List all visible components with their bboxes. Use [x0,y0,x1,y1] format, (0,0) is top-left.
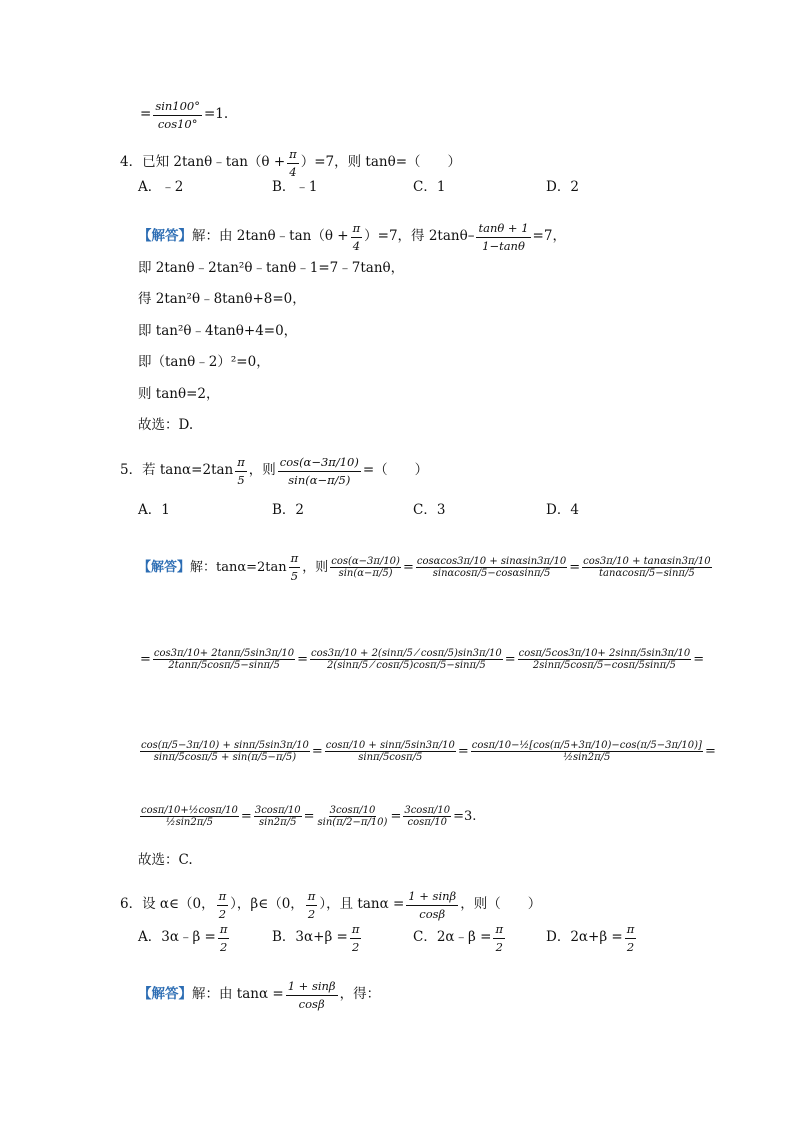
fraction: cos(π/5−3π/10) + sinπ/5sin3π/10 sinπ/5cosπ/5 + sin(π/5−π/5) [141,740,309,763]
answer-5-row4: cosπ/10+½cosπ/10 ½sin2π/5 = 3cosπ/10 sin2π/5 = 3cosπ/10 sin(π/2−π/10) = $\frac{3\cos\pi/10}{\cos\pi/10}$ =3. [141,805,477,828]
option-d[interactable]: D．2 [546,179,579,196]
result-line: = $\frac{\sin 100^\circ}{\cos 10^\circ}$ =1. [140,99,229,131]
answer-5-row2: = cos3π/10+ 2tanπ/5sin3π/10 2tanπ/5cosπ/5−sinπ/5 = cos3π/10 + 2(sinπ/5 ⁄ cosπ/5)sin3π/10 2(sinπ/5 ⁄ cosπ/5)cosπ/5−sinπ/5 = cosπ/5cos3π/10+ 2sinπ/5sin3π/10 2sinπ/5cosπ/5−cosπ/5sinπ/5 = [140,648,705,671]
fraction: cosπ/10 + sinπ/5sin3π/10 sinπ/5cosπ/5 [325,740,455,763]
fraction: π 5 [290,551,299,583]
option-d[interactable]: D．4 [546,502,579,519]
question-5: 5．若 tanα=2tan π 5 ，则 $\frac{\cos(\alpha-3\pi/10)}{\sin(\alpha-\pi/5)}$ =（ ） [120,455,429,487]
equals: = [140,106,152,123]
fraction: cos3π/10 + tanαsin3π/10 tanαcosπ/5−sinπ/5 [583,555,711,579]
answer-tag: 【解答】 [138,986,192,1003]
answer-tag: 【解答】 [138,559,191,575]
step-line: 即 2tanθ﹣2tan²θ﹣tanθ﹣1=7﹣7tanθ， [138,260,405,276]
fraction: $\frac{\tan\theta + 1}{1-\tan\theta}$ [478,221,529,253]
fraction: $\frac{\pi}{4}$ [352,221,361,253]
option-a[interactable]: A．1 [138,502,170,519]
answer-4-head: 【解答】 解：由 2tanθ﹣tan（θ + $\frac{\pi}{4}$ ）=7，得 2tanθ– $\frac{\tan\theta + 1}{1-\tan\theta}$ =7， [138,221,566,253]
fraction: cosπ/10+½cosπ/10 ½sin2π/5 [141,805,238,828]
option-b[interactable]: B．2 [272,502,305,519]
fraction: $\frac{\sin 100^\circ}{\cos 10^\circ}$ [155,99,200,131]
option-a[interactable]: A．﹣2 [138,179,184,196]
fraction: π 2 [307,889,316,921]
fraction: cos(α−3π/10) sin(α−π/5) [331,555,400,579]
fraction: cosπ/10−½[cos(π/5+3π/10)−cos(π/5−3π/10)] ½sin2π/5 [471,740,702,763]
fraction: cosαcos3π/10 + sinαsin3π/10 sinαcosπ/5−cosαsinπ/5 [416,555,567,579]
fraction: π 2 [218,889,227,921]
answer-6-head: 【解答】 解：由 tanα = $\frac{1 + \sin\beta}{\cos\beta}$ ，得： [138,979,381,1011]
fraction: $\frac{3\cos\pi/10}{\cos\pi/10}$ [404,805,451,828]
answer-5-head: 【解答】 解：tanα=2tan π 5 ，则 cos(α−3π/10) sin(α−π/5) = cosαcos3π/10 + sinαsin3π/10 sinαcosπ/5−cosαsinπ/5 = cos3π/10 + tanαsin3π/10 tanαcosπ/5−sinπ/5 [138,551,711,583]
fraction: $\frac{1 + \sin\beta}{\cos\beta}$ [408,889,457,921]
question-4: 4．已知 2tanθ﹣tan（θ + $\frac{\pi}{4}$ ）=7，则 tanθ=（ ） [120,147,462,179]
fraction: cosπ/5cos3π/10+ 2sinπ/5sin3π/10 2sinπ/5cosπ/5−cosπ/5sinπ/5 [518,648,691,671]
step-line: 得 2tan²θ﹣8tanθ+8=0， [138,291,306,307]
fraction: $\frac{\pi}{4}$ [289,147,297,179]
fraction: π 5 [237,455,245,487]
option-a[interactable]: A．3α﹣β = $\frac{\pi}{2}$ [138,921,228,954]
step-line: 则 tanθ=2， [138,386,220,402]
answer-5-row3: cos(π/5−3π/10) + sinπ/5sin3π/10 sinπ/5cosπ/5 + sin(π/5−π/5) = cosπ/10 + sinπ/5sin3π/10 sinπ/5cosπ/5 = cosπ/10−½[cos(π/5+3π/10)−cos(π/5−3π/10)] ½sin2π/5 = [141,740,716,763]
option-d[interactable]: D．2α+β = $\frac{\pi}{2}$ [546,921,635,954]
option-c[interactable]: C．2α﹣β = $\frac{\pi}{2}$ [413,921,504,954]
fraction: $\frac{\cos(\alpha-3\pi/10)}{\sin(\alpha-\pi/5)}$ [279,455,359,487]
question-6: 6．设 α∈（0， π 2 ），β∈（0， π 2 ），且 tanα = $\frac{1 + \sin\beta}{\cos\beta}$ ，则（ ） [120,889,542,921]
fraction: cos3π/10 + 2(sinπ/5 ⁄ cosπ/5)sin3π/10 2(sinπ/5 ⁄ cosπ/5)cosπ/5−sinπ/5 [311,648,502,671]
option-b[interactable]: B．﹣1 [272,179,318,196]
option-c[interactable]: C．3 [413,502,446,519]
step-line: 即 tan²θ﹣4tanθ+4=0， [138,323,298,339]
step-line: 即（tanθ﹣2）²=0， [138,354,270,370]
option-c[interactable]: C．1 [413,179,446,196]
option-b[interactable]: B．3α+β = $\frac{\pi}{2}$ [272,921,360,954]
fraction: $\frac{1 + \sin\beta}{\cos\beta}$ [287,979,336,1011]
fraction: cos3π/10+ 2tanπ/5sin3π/10 2tanπ/5cosπ/5−sinπ/5 [153,648,295,671]
answer-tag: 【解答】 [138,228,192,245]
fraction: 3cosπ/10 sin(π/2−π/10) [317,805,388,828]
choice-line: 故选：C. [138,852,193,868]
choice-line: 故选：D. [138,417,194,433]
fraction: 3cosπ/10 sin2π/5 [254,805,301,828]
